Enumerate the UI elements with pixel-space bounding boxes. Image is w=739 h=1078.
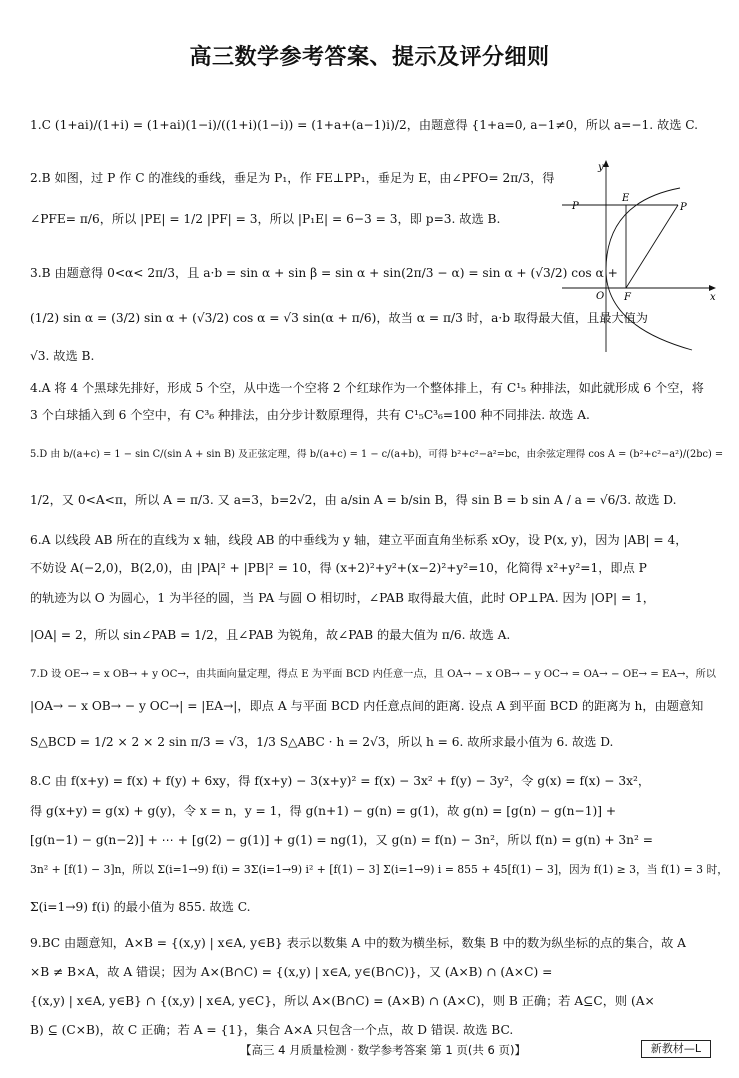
answer-line: 1.C (1+ai)/(1+i) = (1+ai)(1−i)/((1+i)(1−i)) = (1+a+(a−1)i)/2，由题意得 {1+a=0, a−1≠0，所以 a=−1. 故选 C. xyxy=(30,118,699,132)
origin-label: O xyxy=(596,291,605,302)
answer-line: Σ(i=1→9) f(i) 的最小值为 855. 故选 C. xyxy=(30,900,251,914)
segment-p-f xyxy=(626,205,678,288)
answer-line: |OA| = 2，所以 sin∠PAB = 1/2，且∠PAB 为锐角，故∠PAB 的最大值为 π/6. 故选 A. xyxy=(30,628,511,642)
answer-line: S△BCD = 1/2 × 2 × 2 sin π/3 = √3，1/3 S△ABC · h = 2√3，所以 h = 6. 故所求最小值为 6. 故选 D. xyxy=(30,735,614,749)
page-footer xyxy=(0,1040,739,1060)
point-p1-label: P xyxy=(572,201,579,212)
answer-line: 7.D 设 OE→ = x OB→ + y OC→，由共面向量定理，得点 E 为平面 BCD 内任意一点，且 OA→ − x OB→ − y OC→ = OA→ − OE→ = EA→，所以 xyxy=(30,669,716,680)
point-f-label: F xyxy=(624,292,631,303)
answer-line: (1/2) sin α = (3/2) sin α + (√3/2) cos α = √3 sin(α + π/6)，故当 α = π/3 时，a·b 取得最大值，且最大值为 xyxy=(30,311,648,325)
answer-line: {(x,y) | x∈A, y∈B} ∩ {(x,y) | x∈A, y∈C}，所以 A×(B∩C) = (A×B) ∩ (A×C)，则 B 正确；若 A⊆C，则 (A× xyxy=(30,994,655,1008)
footer-text: 【高三 4 月质量检测 · 数学参考答案 第 1 页(共 6 页)】 xyxy=(240,1043,526,1057)
answer-line: ×B ≠ B×A，故 A 错误；因为 A×(B∩C) = {(x,y) | x∈A, y∈(B∩C)}，又 (A×B) ∩ (A×C) = xyxy=(30,965,553,979)
answer-line: 1/2，又 0<A<π，所以 A = π/3. 又 a=3，b=2√2，由 a/sin A = b/sin B，得 sin B = b sin A / a = √6/3. 故选 D. xyxy=(30,493,677,507)
point-p-label: P xyxy=(680,202,687,213)
edition-tag: 新教材—L xyxy=(641,1040,711,1058)
parabola-figure xyxy=(560,158,718,354)
x-axis-label: x xyxy=(710,292,716,303)
x-axis-arrow xyxy=(709,285,716,291)
answer-line: 的轨迹为以 O 为圆心，1 为半径的圆，当 PA 与圆 O 相切时，∠PAB 取得最大值，此时 OP⊥PA. 因为 |OP| = 1， xyxy=(30,591,655,605)
answer-line: 4.A 将 4 个黑球先排好，形成 5 个空，从中选一个空将 2 个红球作为一个整体排上，有 C¹₅ 种排法，如此就形成 6 个空，将 xyxy=(30,381,704,395)
answer-line: [g(n−1) − g(n−2)] + ⋯ + [g(2) − g(1)] + g(1) = ng(1)，又 g(n) = f(n) − 3n²，所以 f(n) = g(n) + 3n² = xyxy=(30,833,653,847)
answer-line: ∠PFE= π/6，所以 |PE| = 1/2 |PF| = 3，所以 |P₁E| = 6−3 = 3，即 p=3. 故选 B. xyxy=(30,212,501,226)
page-title: 高三数学参考答案、提示及评分细则 xyxy=(189,45,550,70)
answer-line: 2.B 如图，过 P 作 C 的准线的垂线，垂足为 P₁，作 FE⊥PP₁，垂足为 E，由∠PFO= 2π/3，得 xyxy=(30,171,555,185)
answer-line: 9.BC 由题意知，A×B = {(x,y) | x∈A, y∈B} 表示以数集 A 中的数为横坐标，数集 B 中的数为纵坐标的点的集合，故 A xyxy=(30,936,686,950)
answer-line: √3. 故选 B. xyxy=(30,349,95,363)
answer-line: 8.C 由 f(x+y) = f(x) + f(y) + 6xy，得 f(x+y) − 3(x+y)² = f(x) − 3x² + f(y) − 3y²，令 g(x) = f(x) − 3x²， xyxy=(30,774,651,788)
y-axis-label: y xyxy=(598,162,604,173)
answer-line: 得 g(x+y) = g(x) + g(y)，令 x = n，y = 1，得 g(n+1) − g(n) = g(1)，故 g(n) = [g(n) − g(n−1)] + xyxy=(30,804,617,818)
answer-line: 5.D 由 b/(a+c) = 1 − sin C/(sin A + sin B) 及正弦定理，得 b/(a+c) = 1 − c/(a+b)，可得 b²+c²−a²=bc，由余弦定理得 cos A = (b²+c²−a²)/(2bc) = xyxy=(30,449,724,460)
answer-line: 不妨设 A(−2,0)，B(2,0)，由 |PA|² + |PB|² = 10，得 (x+2)²+y²+(x−2)²+y²=10，化简得 x²+y²=1，即点 P xyxy=(30,561,647,575)
answer-line: 3n² + [f(1) − 3]n，所以 Σ(i=1→9) f(i) = 3Σ(i=1→9) i² + [f(1) − 3] Σ(i=1→9) i = 855 + 45[f(1) − 3]，因为 f(1) ≥ 3，当 f(1) = 3 时， xyxy=(30,863,729,876)
answer-line: 6.A 以线段 AB 所在的直线为 x 轴，线段 AB 的中垂线为 y 轴，建立平面直角坐标系 xOy，设 P(x, y)，因为 |AB| = 4， xyxy=(30,533,688,547)
answer-line: B) ⊆ (C×B)，故 C 正确；若 A = {1}，集合 A×A 只包含一个点，故 D 错误. 故选 BC. xyxy=(30,1023,514,1037)
answer-line: |OA→ − x OB→ − y OC→| = |EA→|，即点 A 与平面 BCD 内任意点间的距离. 设点 A 到平面 BCD 的距离为 h，由题意知 xyxy=(30,699,704,713)
y-axis-arrow xyxy=(603,160,609,167)
answer-line: 3.B 由题意得 0<α< 2π/3，且 a·b = sin α + sin β = sin α + sin(2π/3 − α) = sin α + (√3/2) cos α + xyxy=(30,266,618,280)
point-e-label: E xyxy=(622,193,630,204)
answer-line: 3 个白球插入到 6 个空中，有 C³₆ 种排法，由分步计数原理得，共有 C¹₅C³₆=100 种不同排法. 故选 A. xyxy=(30,408,590,422)
